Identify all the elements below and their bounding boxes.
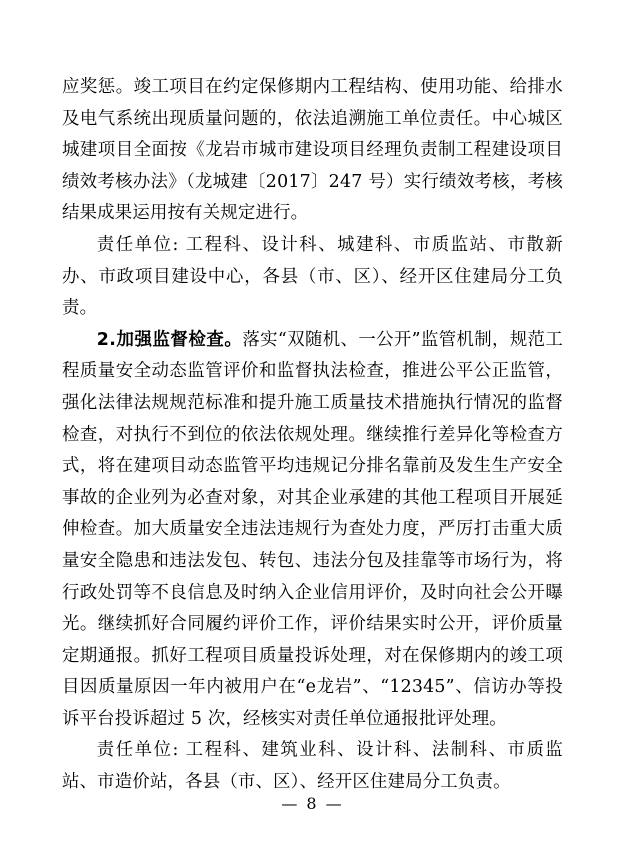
page-number: — 8 — bbox=[281, 794, 344, 813]
section-2-text: 落实“双随机、一公开”监管机制，规范工程质量安全动态监管评价和监督执法检查，推进公平公正监管，强化法律法规规范标准和提升施工质量技术措施执行情况的监督检查，对执行不到位的依法依规处理。继续推行差异化等检查方式，将在建项目动态监管平均违规记分排名靠前及发生生产安全事故的企业列为必查对象，对其企业承建的其他工程项目开展延伸检查。加大质量安全违法违规行为查处力度，严厉打击重大质量安全隐患和违法发包、转包、违法分包及挂靠等市场行为，将行政处罚等不良信息及时纳入企业信用评价，及时向社会公开曝光。继续抓好合同履约评价工作，评价结果实时公开，评价质量定期通报。抓好工程项目质量投诉处理，对在保修期内的竣工项目因质量原因一年内被用户在“e龙岩”、“12345”、信访办等投诉平台投诉超过 5 次，经核实对责任单位通报批评处理。 bbox=[62, 329, 563, 729]
paragraph-responsible-unit-2: 责任单位: 工程科、建筑业科、设计科、法制科、市质监站、市造价站，各县（市、区）、经开区住建局分工负责。 bbox=[62, 740, 563, 793]
section-2-heading: 2.加强监督检查。 bbox=[96, 329, 243, 350]
paragraph-section-2 bbox=[62, 325, 563, 736]
document-body bbox=[62, 72, 563, 799]
paragraph-continued-top: 应奖惩。竣工项目在约定保修期内工程结构、使用功能、给排水及电气系统出现质量问题的，依法追溯施工单位责任。中心城区城建项目全面按《龙岩市城市建设项目经理负责制工程建设项目绩效考核办法》（龙城建〔2017〕247 号）实行绩效考核，考核结果成果运用按有关规定进行。 bbox=[62, 77, 563, 224]
paragraph-responsible-unit-1: 责任单位: 工程科、设计科、城建科、市质监站、市散新办、市政项目建设中心，各县（市、区）、经开区住建局分工负责。 bbox=[62, 234, 563, 319]
